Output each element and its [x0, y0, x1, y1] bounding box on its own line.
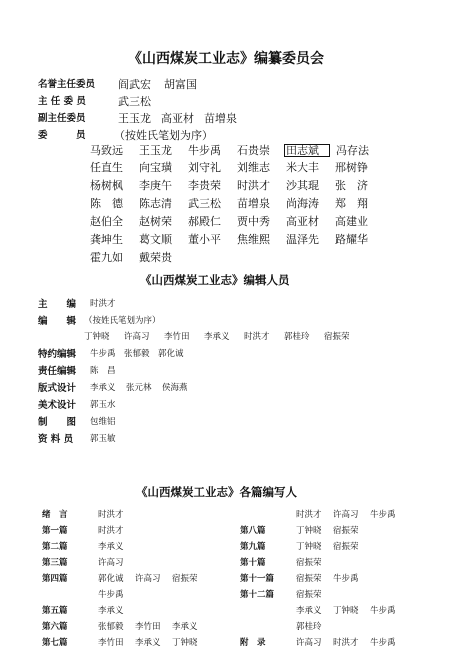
drawing-label: 制 图: [38, 417, 77, 428]
name: 沙其琨: [286, 179, 319, 192]
name: 石贵崇: [237, 144, 270, 157]
drawing-names: [90, 418, 116, 427]
name: 李竹田: [135, 622, 161, 632]
author-row: [42, 543, 124, 552]
data-label: 资 料 员: [38, 434, 74, 445]
name: 郭化诚: [158, 349, 184, 359]
author-row: [42, 575, 198, 584]
name: 许高习: [333, 510, 359, 520]
name: 任直生: [90, 161, 123, 174]
author-label: 第九篇: [240, 542, 266, 552]
name: 时洪才: [98, 526, 124, 536]
name: 苗增泉: [237, 197, 270, 210]
name: 牛步禹: [333, 574, 359, 584]
name: 丁钟晓: [172, 638, 198, 648]
name: 牛步禹: [98, 590, 124, 600]
name: 宿振荣: [333, 526, 359, 536]
name: 李承义: [204, 332, 230, 342]
author-label: 第五篇: [42, 606, 68, 616]
name: 李庚午: [139, 179, 172, 192]
name: 包维铝: [90, 417, 116, 427]
layout-names: [90, 384, 188, 393]
director-names: [118, 96, 151, 107]
name: 刘维志: [237, 161, 270, 174]
chief-names: 时洪才: [90, 299, 116, 309]
editors-title: 《山西煤炭工业志》编辑人员: [140, 273, 290, 287]
author-label: 第十二篇: [240, 590, 275, 600]
author-row: [42, 559, 124, 568]
duty-names: [90, 367, 116, 376]
special-label: 特约编辑: [38, 349, 77, 360]
name: 许高习: [296, 638, 322, 648]
name: 陈 昌: [90, 366, 116, 376]
name: 宿振荣: [296, 574, 322, 584]
author-row: [240, 511, 396, 520]
members-row: [90, 162, 368, 173]
deputy-names: [118, 113, 237, 124]
name: 郝殿仁: [188, 215, 221, 228]
name: 宿振荣: [172, 574, 198, 584]
special-names: [90, 350, 184, 359]
name: 马致远: [90, 144, 123, 157]
name: 许高习: [124, 332, 150, 342]
editors-note: （按姓氏笔划为序）: [84, 316, 161, 326]
name: 赵伯全: [90, 215, 123, 228]
members-note: （按姓氏笔划为序）: [114, 129, 213, 142]
members-row: [90, 180, 368, 191]
authors-title: 《山西煤炭工业志》各篇编写人: [136, 485, 297, 499]
name: 刘守礼: [188, 161, 221, 174]
author-row: [240, 575, 359, 584]
name: 宿振荣: [296, 558, 322, 568]
layout-label: 版式设计: [38, 383, 77, 394]
members-row: [90, 216, 368, 227]
name: 李竹田: [164, 332, 190, 342]
name: 李承义: [98, 542, 124, 552]
members-row: [90, 198, 368, 209]
author-label: 第四篇: [42, 574, 68, 584]
name: 郭桂玲: [284, 332, 310, 342]
name: 武三松: [118, 95, 151, 108]
author-row: [240, 559, 322, 568]
author-row: [240, 639, 396, 648]
name: 冯存法: [336, 144, 369, 157]
name: 郭桂玲: [296, 622, 322, 632]
name: 李贵荣: [188, 179, 221, 192]
name: 张郁毅: [98, 622, 124, 632]
name: 陈 德: [90, 197, 123, 210]
committee-title: 《山西煤炭工业志》编纂委员会: [128, 51, 324, 67]
name: 米大丰: [286, 161, 319, 174]
name: 张 济: [335, 179, 368, 192]
author-label: 第六篇: [42, 622, 68, 632]
author-row: [240, 623, 322, 632]
author-row: [42, 623, 198, 632]
name: 高亚材: [286, 215, 319, 228]
author-label: 附 录: [240, 638, 266, 648]
duty-label: 责任编辑: [38, 366, 77, 377]
name: 王玉龙: [118, 112, 151, 125]
honorary-label: 名誉主任委员: [38, 79, 96, 90]
name: 向宝璜: [139, 161, 172, 174]
author-row: [240, 527, 359, 536]
name: 路耀华: [335, 233, 368, 246]
name: 张元林: [126, 383, 152, 393]
author-row: [240, 543, 359, 552]
name: 宿振荣: [333, 542, 359, 552]
author-label: 第十一篇: [240, 574, 275, 584]
name: 高亚材: [161, 112, 194, 125]
author-row: [240, 591, 322, 600]
author-label: 第七篇: [42, 638, 68, 648]
name: 李承义: [135, 638, 161, 648]
editors-names: [84, 333, 350, 342]
name: 温泽先: [286, 233, 319, 246]
name: 郭玉水: [90, 400, 116, 410]
name: 时洪才: [244, 332, 270, 342]
members-row: [90, 144, 369, 157]
chief-label: 主 编: [38, 299, 77, 310]
name: 李承义: [98, 606, 124, 616]
name: 戴荣贵: [139, 251, 172, 264]
name: 郑 翔: [335, 197, 368, 210]
author-row: [42, 607, 124, 616]
name: 许高习: [135, 574, 161, 584]
name: 宿振荣: [324, 332, 350, 342]
name: 牛步禹: [188, 144, 221, 157]
name: 武三松: [188, 197, 221, 210]
name: 张郁毅: [124, 349, 150, 359]
name: 王玉龙: [139, 144, 172, 157]
name: 宿振荣: [296, 590, 322, 600]
name: 杨树枫: [90, 179, 123, 192]
name: 贾中秀: [237, 215, 270, 228]
name: 时洪才: [333, 638, 359, 648]
name: 时洪才: [98, 510, 124, 520]
name: 李承义: [90, 383, 116, 393]
name: 牛步禹: [370, 638, 396, 648]
author-row: [240, 607, 396, 616]
author-label: 第十篇: [240, 558, 266, 568]
author-row: [42, 527, 124, 536]
author-row: [42, 639, 198, 648]
author-label: 第三篇: [42, 558, 68, 568]
name: 牛步禹: [90, 349, 116, 359]
honorary-names: [118, 79, 197, 90]
name: 高建业: [335, 215, 368, 228]
name: 邢树铮: [335, 161, 368, 174]
author-label: 绪 言: [42, 510, 68, 520]
editors-label: 编 辑: [38, 316, 77, 327]
name: 丁钟晓: [333, 606, 359, 616]
deputy-label: 副主任委员: [38, 113, 86, 124]
name: 李承义: [296, 606, 322, 616]
data-names: [90, 435, 116, 444]
name: 许高习: [98, 558, 124, 568]
name: 郭化诚: [98, 574, 124, 584]
name: 牛步禹: [370, 606, 396, 616]
members-row: [90, 252, 172, 263]
author-label: 第八篇: [240, 526, 266, 536]
art-names: [90, 401, 116, 410]
name: 霍九如: [90, 251, 123, 264]
author-label: 第一篇: [42, 526, 68, 536]
name: 赵树荣: [139, 215, 172, 228]
author-label: 第二篇: [42, 542, 68, 552]
art-label: 美术设计: [38, 400, 77, 411]
name-boxed: 田志斌: [284, 144, 330, 157]
author-row: [42, 591, 124, 600]
name: 时洪才: [296, 510, 322, 520]
director-label: 主 任 委 员: [38, 96, 86, 107]
name: 阎武宏: [118, 78, 151, 91]
name: 丁钟晓: [296, 526, 322, 536]
name: 李竹田: [98, 638, 124, 648]
name: 丁钟晓: [84, 332, 110, 342]
name: 苗增泉: [204, 112, 237, 125]
name: 胡富国: [164, 78, 197, 91]
name: 龚坤生: [90, 233, 123, 246]
author-row: [42, 511, 124, 520]
members-label: 委 员: [38, 130, 86, 141]
name: 郭玉敏: [90, 434, 116, 444]
name: 尚海涛: [286, 197, 319, 210]
name: 葛文顺: [139, 233, 172, 246]
name: 焦维熙: [237, 233, 270, 246]
name: 董小平: [188, 233, 221, 246]
name: 陈志清: [139, 197, 172, 210]
name: 丁钟晓: [296, 542, 322, 552]
members-row: [90, 234, 368, 245]
name: 牛步禹: [370, 510, 396, 520]
name: 时洪才: [237, 179, 270, 192]
name: 李承义: [172, 622, 198, 632]
name: 侯海燕: [162, 383, 188, 393]
